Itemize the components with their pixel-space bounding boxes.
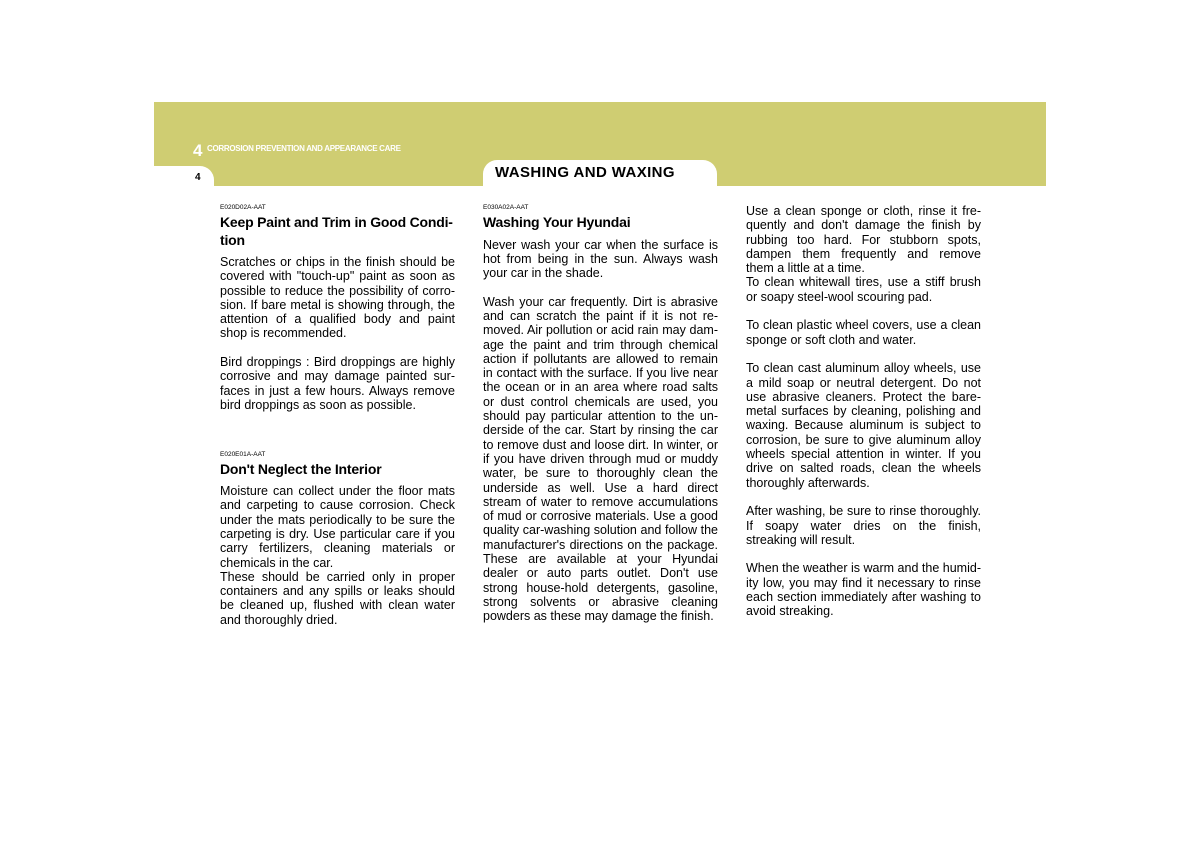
column-middle (483, 204, 718, 624)
paragraph: These should be carried only in proper containers and any spills or leaks should be cleaned up, flushed with clean water and thoroughly dried. (220, 569, 455, 627)
paragraph: To clean cast aluminum alloy wheels, use a mild soap or neutral detergent. Do not use abrasive cleaners. Protect the bare-metal surfaces by cleaning, polishing and waxing. Because aluminum is subject to corrosion, be sure to give aluminum alloy wheels special attention in winter. If you drive on salted roads, clean the wheels thoroughly afterwards. (746, 361, 981, 490)
paragraph: Wash your car frequently. Dirt is abrasive and can scratch the paint if it is not re-moved. Air pollution or acid rain may dam-age the paint and trim through chemical action if pollutants are allowed to remain in contact with the surface. If you live near the ocean or in an area where road salts or dust control chemicals are used, you should pay particular attention to the un-derside of the car. Start by rinsing the car to remove dust and loose dirt. In winter, or if you have driven through mud or muddy water, be sure to thoroughly clean the underside as well. Use a hard direct stream of water to remove accumulations of mud or corrosive materials. Use a good quality car-washing solution and follow the manufacturer's directions on the package. These are available at your Hyundai dealer or auto parts outlet. Don't use strong house-hold detergents, gasoline, strong solvents or abrasive cleaning powders as these may damage the finish. (483, 294, 718, 624)
paragraph: After washing, be sure to rinse thoroughly. If soapy water dries on the finish, streaking will result. (746, 504, 981, 547)
section-code: E030A02A-AAT (483, 204, 529, 211)
column-right (746, 204, 981, 619)
paragraph: Use a clean sponge or cloth, rinse it fre-quently and don't damage the finish by rubbing too hard. For stubborn spots, dampen them frequently and remove them a little at a time. (746, 204, 981, 276)
section-heading: Don't Neglect the Interior (220, 460, 382, 477)
column-left (220, 204, 455, 627)
chapter-title: CORROSION PREVENTION AND APPEARANCE CARE (207, 144, 401, 153)
paragraph: When the weather is warm and the humid-ity low, you may find it necessary to rinse each section immediately after washing to avoid streaking. (746, 561, 981, 619)
section-heading: Washing Your Hyundai (483, 214, 631, 230)
paragraph: To clean whitewall tires, use a stiff brush or soapy steel-wool scouring pad. (746, 275, 981, 304)
page-number-tab (154, 166, 214, 188)
paragraph: Bird droppings : Bird droppings are highly corrosive and may damage painted sur-faces in just a few hours. Always remove bird droppings as soon as possible. (220, 355, 455, 412)
page-number: 4 (195, 172, 201, 183)
paragraph: Moisture can collect under the floor mats and carpeting to cause corrosion. Check under the mats periodically to be sure the carpeting is dry. Use particular care if you carry fertilizers, cleaning materials or chemicals in the car. (220, 484, 455, 570)
section-code: E020D02A-AAT (220, 204, 266, 211)
chapter-number: 4 (193, 141, 203, 160)
paragraph: Scratches or chips in the finish should be covered with "touch-up" paint as soon as possible to reduce the possibility of corro-sion. If bare metal is showing through, the attention of a qualified body and paint shop is recommended. (220, 255, 455, 341)
section-code: E020E01A-AAT (220, 450, 266, 458)
paragraph: Never wash your car when the surface is hot from being in the sun. Always wash your car in the shade. (483, 237, 718, 281)
paragraph: To clean plastic wheel covers, use a clean sponge or soft cloth and water. (746, 318, 981, 347)
section-heading: Keep Paint and Trim in Good Condi-tion (220, 214, 453, 248)
section-title: WASHING AND WAXING (495, 164, 675, 181)
